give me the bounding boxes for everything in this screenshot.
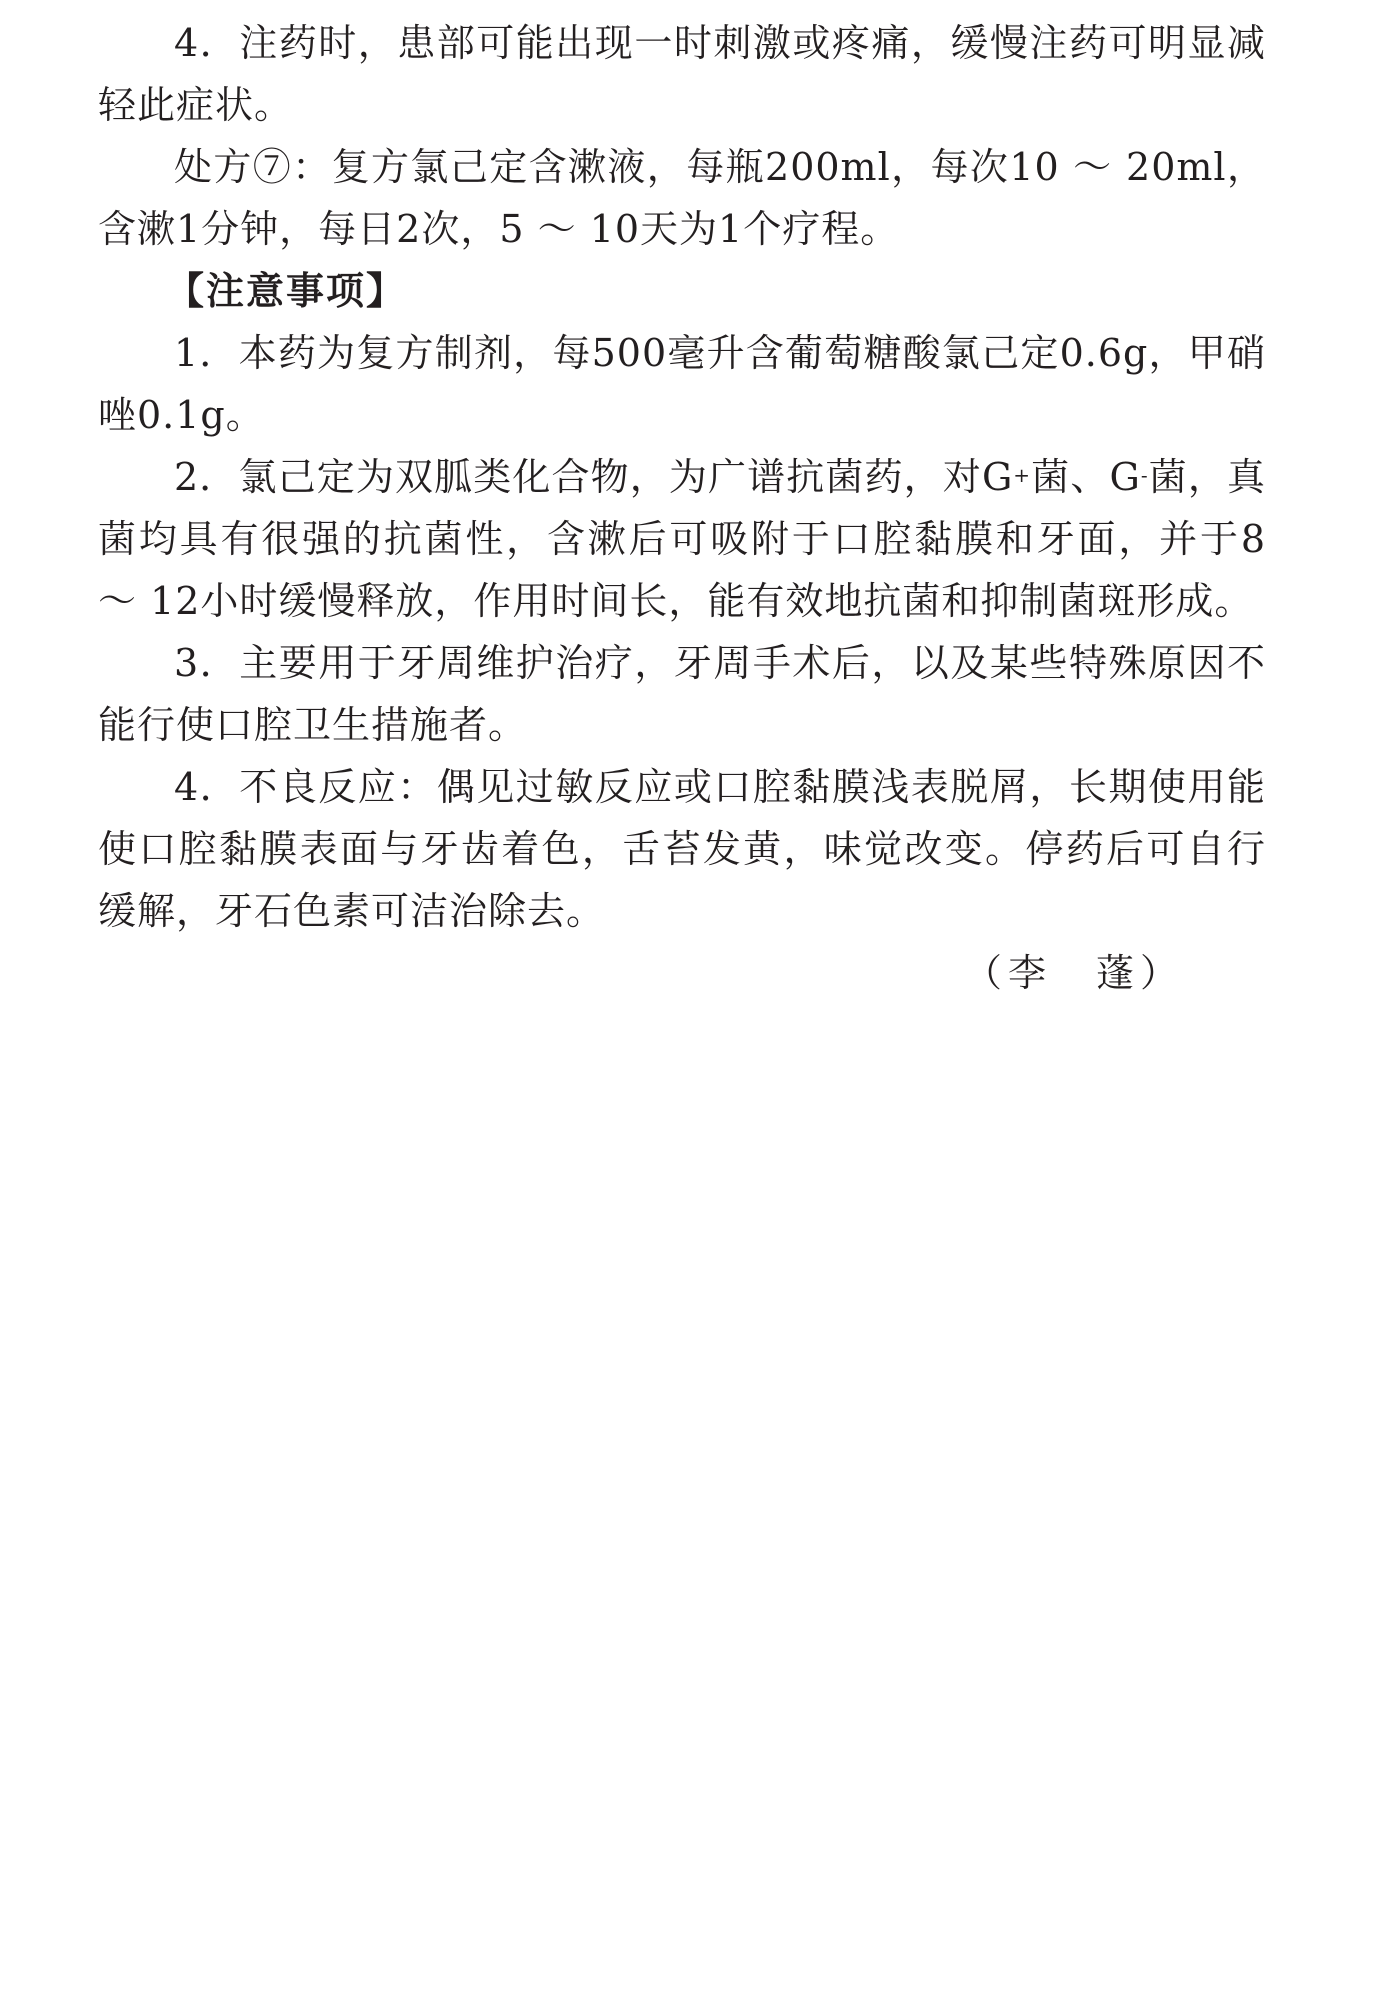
paragraph-injection-note: 4．注药时，患部可能出现一时刺激或疼痛，缓慢注药可明显减轻此症状。 bbox=[98, 21, 1266, 127]
note-item-2-part1: 2．氯己定为双胍类化合物，为广谱抗菌药，对G bbox=[174, 455, 1014, 499]
document-page bbox=[98, 12, 1266, 1004]
note-item-1: 1．本药为复方制剂，每500毫升含葡萄糖酸氯己定0.6g，甲硝唑0.1g。 bbox=[98, 331, 1266, 437]
superscript-plus: + bbox=[1013, 463, 1032, 487]
author-signature: （李 蓬） bbox=[963, 951, 1184, 995]
section-heading-precautions: 【注意事项】 bbox=[166, 269, 407, 313]
note-item-4: 4．不良反应：偶见过敏反应或口腔黏膜浅表脱屑，长期使用能使口腔黏膜表面与牙齿着色，舌苔发黄，味觉改变。停药后可自行缓解，牙石色素可洁治除去。 bbox=[98, 765, 1266, 933]
superscript-minus: - bbox=[1140, 463, 1149, 487]
paragraph-prescription-7: 处方⑦：复方氯己定含漱液，每瓶200ml，每次10 ～ 20ml，含漱1分钟，每日2次，5 ～ 10天为1个疗程。 bbox=[98, 145, 1266, 251]
note-item-3: 3．主要用于牙周维护治疗，牙周手术后，以及某些特殊原因不能行使口腔卫生措施者。 bbox=[98, 641, 1266, 747]
note-item-2-part2: 菌、G bbox=[1031, 455, 1141, 499]
note-item-2-part3: 菌，真菌均具有很强的抗菌性，含漱后可吸附于口腔黏膜和牙面，并于8 ～ 12小时缓慢释放，作用时间长，能有效地抗菌和抑制菌斑形成。 bbox=[98, 455, 1266, 623]
note-item-2 bbox=[98, 446, 1266, 632]
